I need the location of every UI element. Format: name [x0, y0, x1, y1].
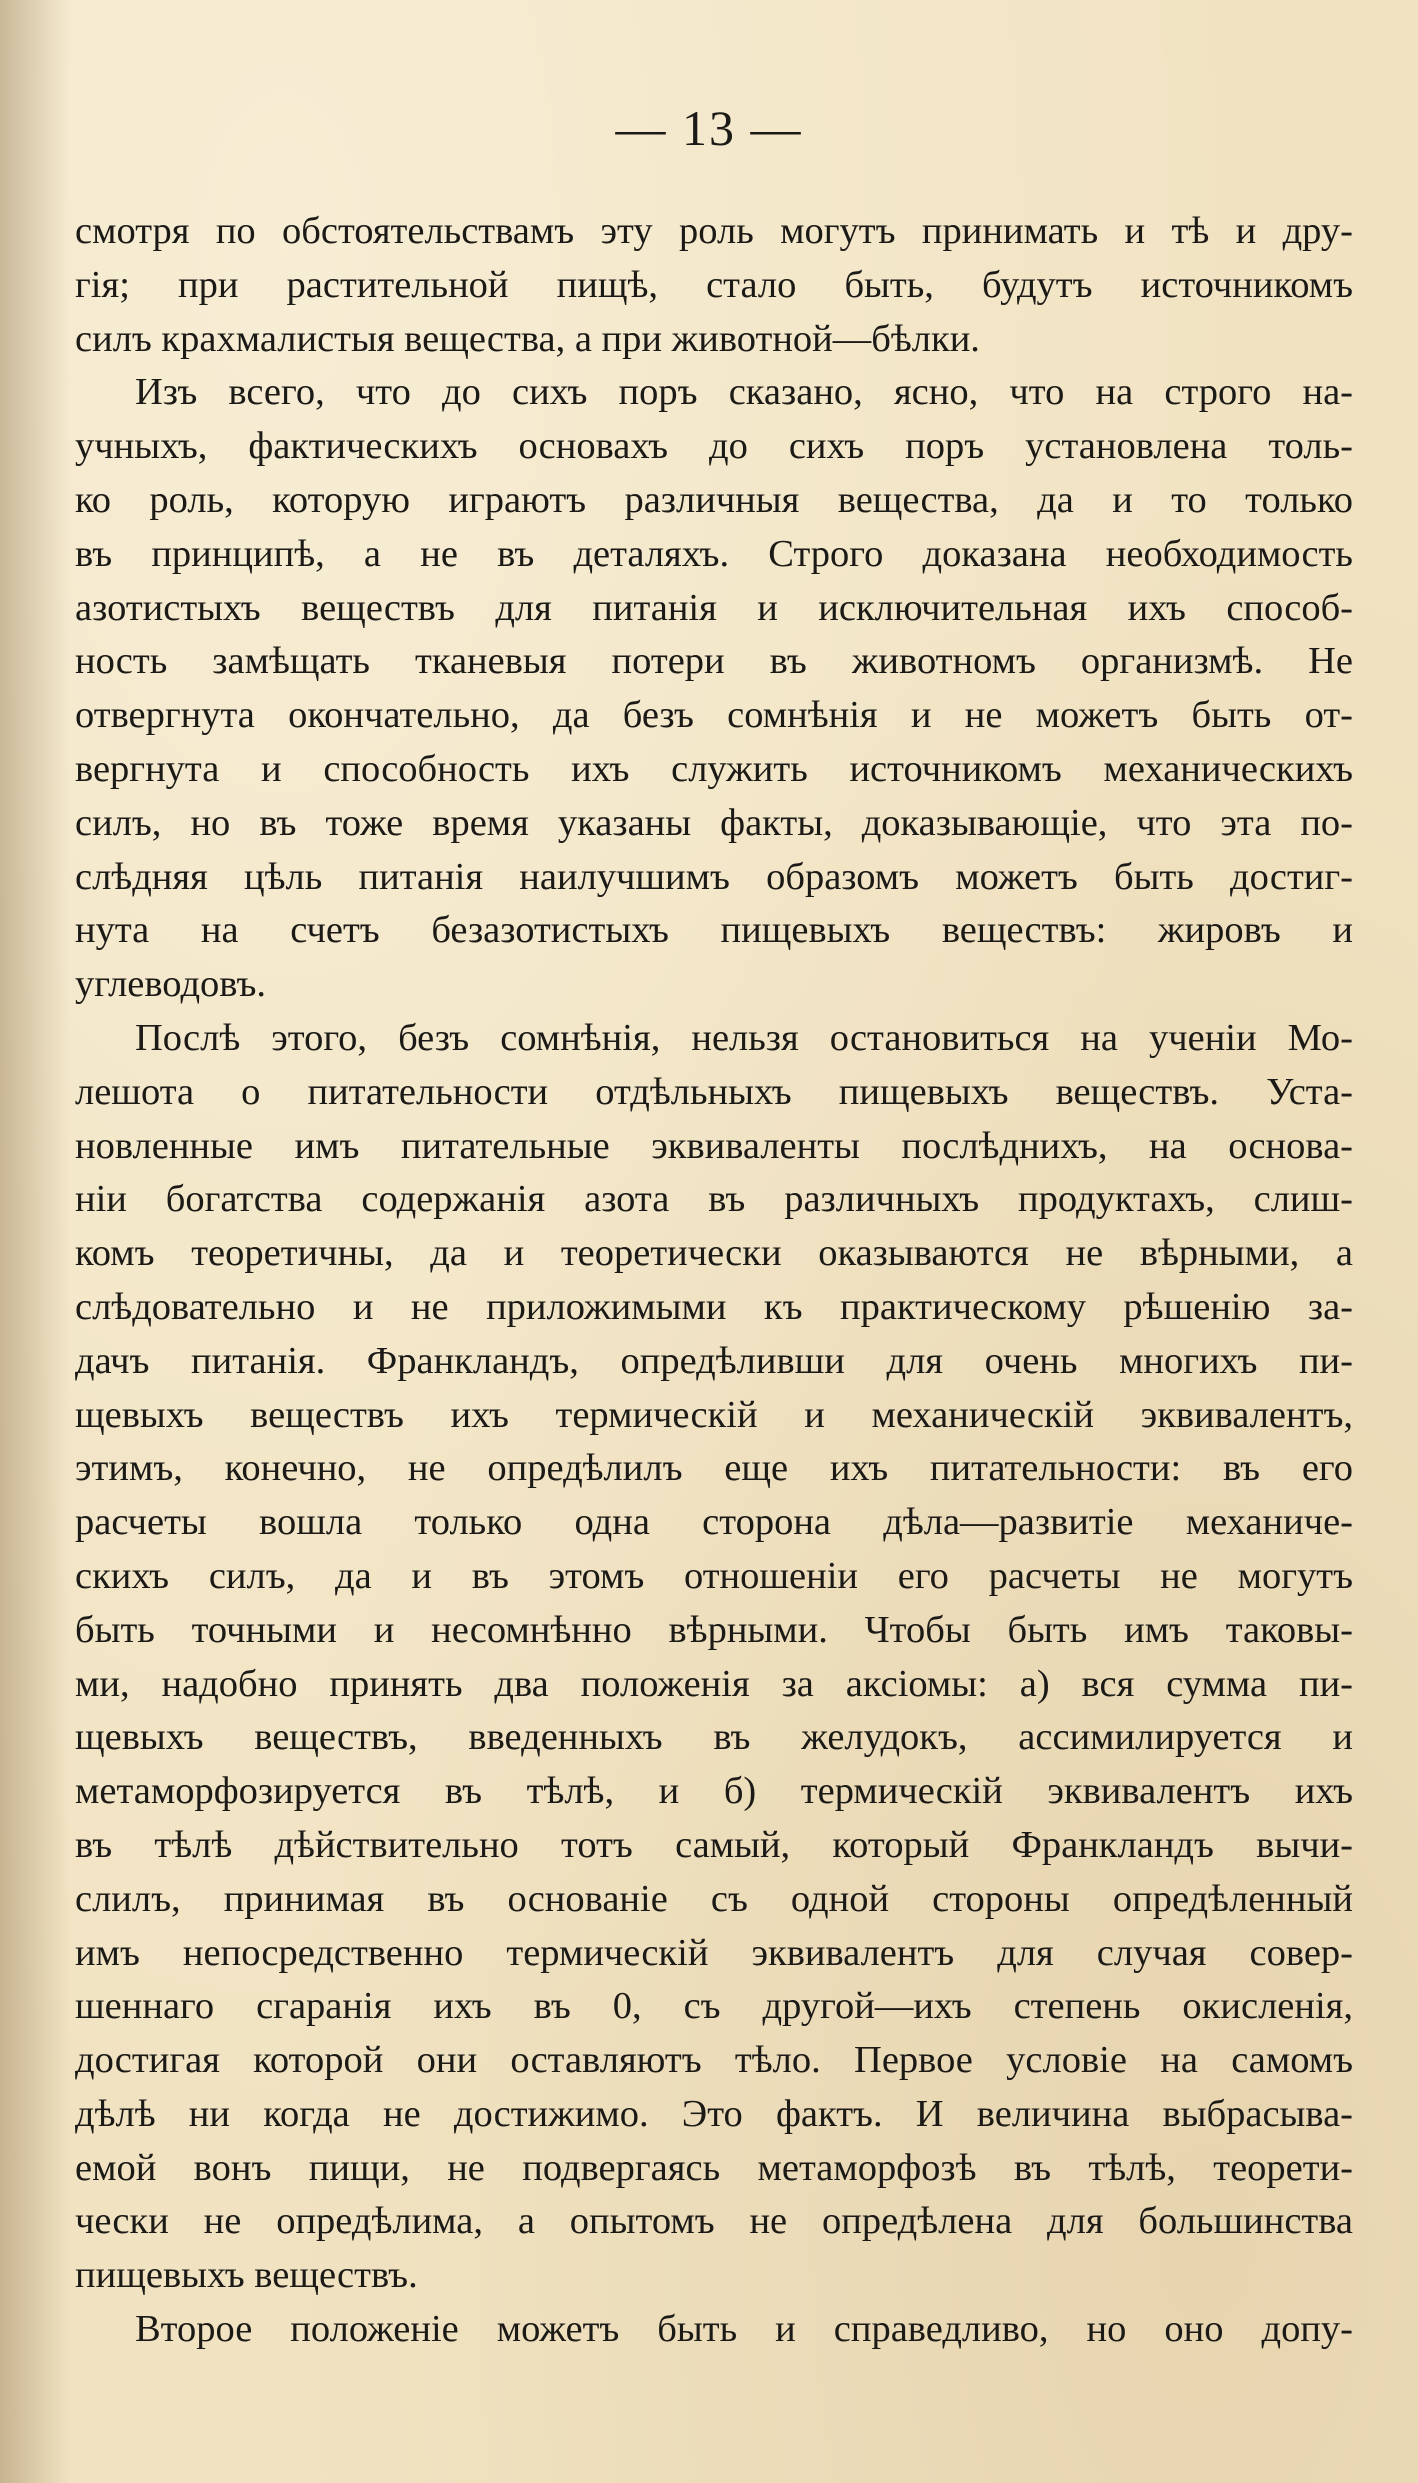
text-line: азотистыхъ веществъ для питанія и исключительная ихъ способ-	[75, 586, 1353, 629]
text-line: ность замѣщать тканевыя потери въ животномъ организмѣ. Не	[75, 640, 1353, 683]
text-line: емой вонъ пищи, не подвергаясь метаморфозѣ въ тѣлѣ, теорети-	[75, 2146, 1353, 2189]
text-line: пищевыхъ веществъ.	[75, 2254, 418, 2297]
text-line: шеннаго сгаранія ихъ въ 0, съ другой—ихъ степень окисленія,	[75, 1985, 1353, 2028]
text-line: нута на счетъ безазотистыхъ пищевыхъ веществъ: жировъ и	[75, 909, 1353, 952]
text-line: расчеты вошла только одна сторона дѣла—развитіе механиче-	[75, 1501, 1353, 1544]
text-line: новленные имъ питательные эквиваленты послѣднихъ, на основа-	[75, 1124, 1353, 1167]
text-line: учныхъ, фактическихъ основахъ до сихъ поръ установлена толь-	[75, 425, 1353, 468]
text-line: щевыхъ веществъ ихъ термическій и механическій эквивалентъ,	[75, 1393, 1353, 1436]
text-line: вергнута и способность ихъ служить источникомъ механическихъ	[75, 747, 1353, 790]
text-line: метаморфозируется въ тѣлѣ, и б) термическій эквивалентъ ихъ	[75, 1770, 1353, 1813]
text-line: ко роль, которую играютъ различныя вещества, да и то только	[75, 478, 1353, 521]
text-line: отвергнута окончательно, да безъ сомнѣнія и не можетъ быть от-	[75, 694, 1353, 737]
body-text	[75, 205, 1353, 2357]
text-line: быть точными и несомнѣнно вѣрными. Чтобы быть имъ таковы-	[75, 1608, 1353, 1651]
text-line: Послѣ этого, безъ сомнѣнія, нельзя остановиться на ученіи Мо-	[135, 1016, 1353, 1059]
text-line: гія; при растительной пищѣ, стало быть, будутъ источникомъ	[75, 263, 1353, 306]
text-line: скихъ силъ, да и въ этомъ отношеніи его расчеты не могутъ	[75, 1554, 1353, 1597]
text-line: слилъ, принимая въ основаніе съ одной стороны опредѣленный	[75, 1877, 1353, 1920]
text-line: углеводовъ.	[75, 963, 267, 1006]
text-line: Второе положеніе можетъ быть и справедливо, но оно допу-	[135, 2308, 1353, 2351]
text-line: комъ теоретичны, да и теоретически оказываются не вѣрными, а	[75, 1232, 1353, 1275]
text-line: ми, надобно принять два положенія за аксіомы: а) вся сумма пи-	[75, 1662, 1353, 1705]
text-line: имъ непосредственно термическій эквивалентъ для случая совер-	[75, 1931, 1353, 1974]
page-number: — 13 —	[615, 100, 803, 156]
text-line: ніи богатства содержанія азота въ различныхъ продуктахъ, слиш-	[75, 1178, 1353, 1221]
text-line: Изъ всего, что до сихъ поръ сказано, ясно, что на строго на-	[135, 371, 1353, 414]
text-line: лешота о питательности отдѣльныхъ пищевыхъ веществъ. Уста-	[75, 1070, 1353, 1113]
text-line: дачъ питанія. Франкландъ, опредѣливши для очень многихъ пи-	[75, 1339, 1353, 1382]
page-gutter-shadow	[0, 0, 70, 2483]
text-line: дѣлѣ ни когда не достижимо. Это фактъ. И величина выбрасыва-	[75, 2092, 1353, 2135]
text-line: достигая которой они оставляютъ тѣло. Первое условіе на самомъ	[75, 2039, 1353, 2082]
text-line: силъ крахмалистыя вещества, а при животной—бѣлки.	[75, 317, 980, 360]
text-line: въ принципѣ, а не въ деталяхъ. Строго доказана необходимость	[75, 532, 1353, 575]
text-line: въ тѣлѣ дѣйствительно тотъ самый, который Франкландъ вычи-	[75, 1823, 1353, 1866]
text-line: чески не опредѣлима, а опытомъ не опредѣлена для большинства	[75, 2200, 1353, 2243]
text-line: слѣдовательно и не приложимыми къ практическому рѣшенію за-	[75, 1285, 1353, 1328]
text-line: силъ, но въ тоже время указаны факты, доказывающіе, что эта по-	[75, 801, 1353, 844]
text-line: этимъ, конечно, не опредѣлилъ еще ихъ питательности: въ его	[75, 1447, 1353, 1490]
text-line: слѣдняя цѣль питанія наилучшимъ образомъ можетъ быть достиг-	[75, 855, 1353, 898]
text-line: смотря по обстоятельствамъ эту роль могутъ принимать и тѣ и дру-	[75, 210, 1353, 252]
text-line: щевыхъ веществъ, введенныхъ въ желудокъ, ассимилируется и	[75, 1716, 1353, 1759]
